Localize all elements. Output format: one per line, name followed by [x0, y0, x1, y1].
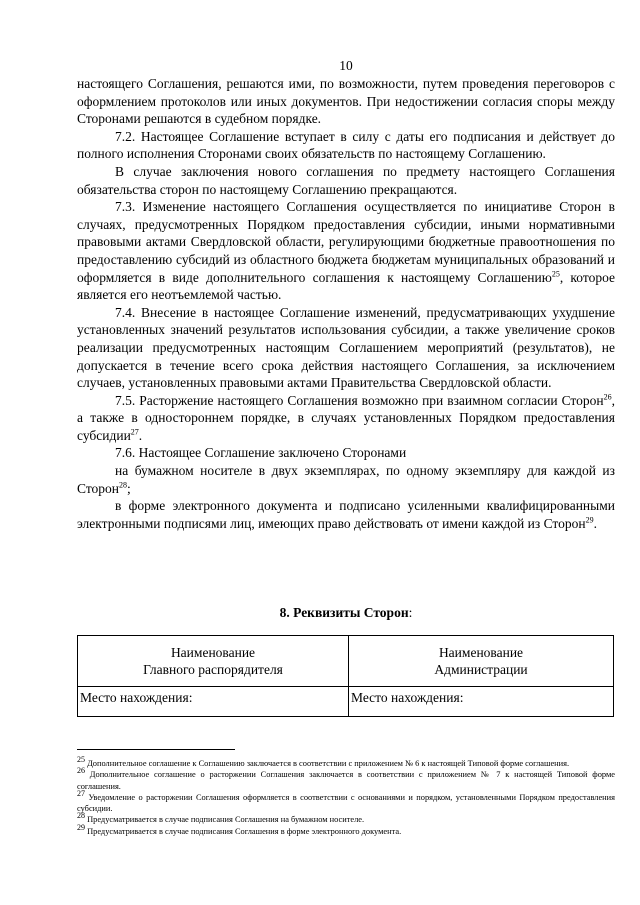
header-cell-line: Главного распорядителя — [143, 662, 283, 677]
footnote-number: 28 — [77, 811, 85, 821]
footnote-number: 26 — [77, 766, 85, 776]
paragraph-7-3-text: 7.3. Изменение настоящего Соглашения осуществляется по инициативе Сторон в случаях, предусмотренных Порядком предоставления субсидии, иными нормативными правовыми актами Свердловской области, регулирующими бюджетные правоотношения по предоставлению субсидий из областного бюджета бюджетам муниципальных образований и оформляется в виде дополнительного соглашения к настоящему Соглашению — [77, 199, 615, 285]
paragraph-7-4: 7.4. Внесение в настоящее Соглашение изменений, предусматривающих ухудшение установленных значений результатов использования субсидии, а также увеличение сроков реализации предусмотренных настоящим Соглашением мероприятий (результатов), не допускается в течение всего срока действия настоящего Соглашения, за исключением случаев, установленных правовыми актами Правительства Свердловской области. — [77, 304, 615, 391]
footnote-ref-28[interactable]: 28 — [119, 480, 128, 490]
paragraph-7-5 — [77, 392, 615, 445]
footnote-29 — [77, 822, 615, 837]
paragraph-paper-end: ; — [127, 480, 131, 496]
table-row — [78, 687, 614, 717]
paragraph-paper-text: на бумажном носителе в двух экземплярах, по одному экземпляру для каждой из Сторон — [77, 463, 615, 496]
paragraph-7-5-text: 7.5. Расторжение настоящего Соглашения возможно при взаимном согласии Сторон — [115, 392, 604, 408]
footnote-number: 29 — [77, 822, 85, 832]
location-cell: Место нахождения: — [349, 687, 614, 717]
footnote-text: Предусматривается в случае подписания Соглашения на бумажном носителе. — [87, 815, 365, 825]
document-body — [77, 75, 615, 532]
paragraph-7-5-end: . — [138, 427, 143, 443]
table-header-row — [78, 636, 614, 687]
footnote-separator — [77, 749, 235, 750]
section-8-colon: : — [408, 605, 413, 620]
footnote-ref-29[interactable]: 29 — [585, 515, 594, 525]
header-cell-line: Наименование — [438, 645, 524, 660]
paragraph-paper-form — [77, 462, 615, 497]
paragraph-electronic-text: в форме электронного документа и подписано усиленными квалифицированными электронными подписями лиц, имеющих право действовать от имени каждой из Сторон — [77, 498, 615, 531]
footnote-ref-27[interactable]: 27 — [130, 427, 139, 437]
paragraph-electronic-end: . — [593, 515, 597, 531]
header-cell-administration — [349, 636, 614, 687]
paragraph-7-1-end: настоящего Соглашения, решаются ими, по возможности, путем проведения переговоров с оформлением протоколов или иных документов. При недостижении согласия споры между Сторонами решаются в судебном порядке. — [77, 76, 615, 127]
footnotes — [77, 755, 616, 837]
header-cell-line: Наименование — [170, 645, 256, 660]
footnote-27 — [77, 789, 616, 815]
page-number: 10 — [339, 58, 353, 73]
footnote-28 — [77, 811, 615, 825]
paragraph-7-3-tail: , которое является его неотъемлемой частью. — [77, 269, 615, 303]
paragraph-7-5-mid: , а также в одностороннем порядке, в случаях установленных Порядком предоставления субсидии — [77, 392, 615, 443]
footnote-number: 25 — [77, 755, 85, 765]
paragraph-electronic-form — [77, 497, 615, 532]
footnote-text: Дополнительное соглашение о расторжении Соглашения заключается в соответствии с приложением № 7 к настоящей Типовой форме соглашения. — [77, 770, 615, 791]
footnote-ref-26[interactable]: 26 — [603, 392, 612, 402]
location-cell: Место нахождения: — [78, 687, 349, 717]
footnote-25 — [77, 755, 615, 769]
footnote-number: 27 — [77, 789, 85, 799]
footnote-text: Предусматривается в случае подписания Соглашения в форме электронного документа. — [87, 826, 402, 836]
footnote-ref-25[interactable]: 25 — [551, 269, 560, 279]
header-cell-line: Администрации — [434, 662, 528, 677]
paragraph-7-2: 7.2. Настоящее Соглашение вступает в силу с даты его подписания и действует до полного исполнения Сторонами своих обязательств по настоящему Соглашению. — [77, 128, 615, 162]
section-8-heading — [77, 605, 615, 621]
footnote-text: Уведомление о расторжении Соглашения оформляется в соответствии с основаниями и порядком, установленными Порядком предоставления субсидии. — [77, 792, 616, 814]
paragraph-7-3 — [77, 198, 615, 304]
requisites-table — [77, 635, 614, 717]
footnote-text: Дополнительное соглашение к Соглашению заключается в соответствии с приложением № 6 к настоящей Типовой форме соглашения. — [87, 759, 570, 768]
paragraph-new-agreement: В случае заключения нового соглашения по предмету настоящего Соглашения обязательства сторон по настоящему Соглашению прекращаются. — [77, 163, 615, 197]
paragraph-7-6: 7.6. Настоящее Соглашение заключено Сторонами — [115, 445, 407, 461]
section-8-title: 8. Реквизиты Сторон — [279, 605, 409, 620]
footnote-26 — [77, 766, 615, 792]
header-cell-main-manager — [78, 636, 349, 687]
